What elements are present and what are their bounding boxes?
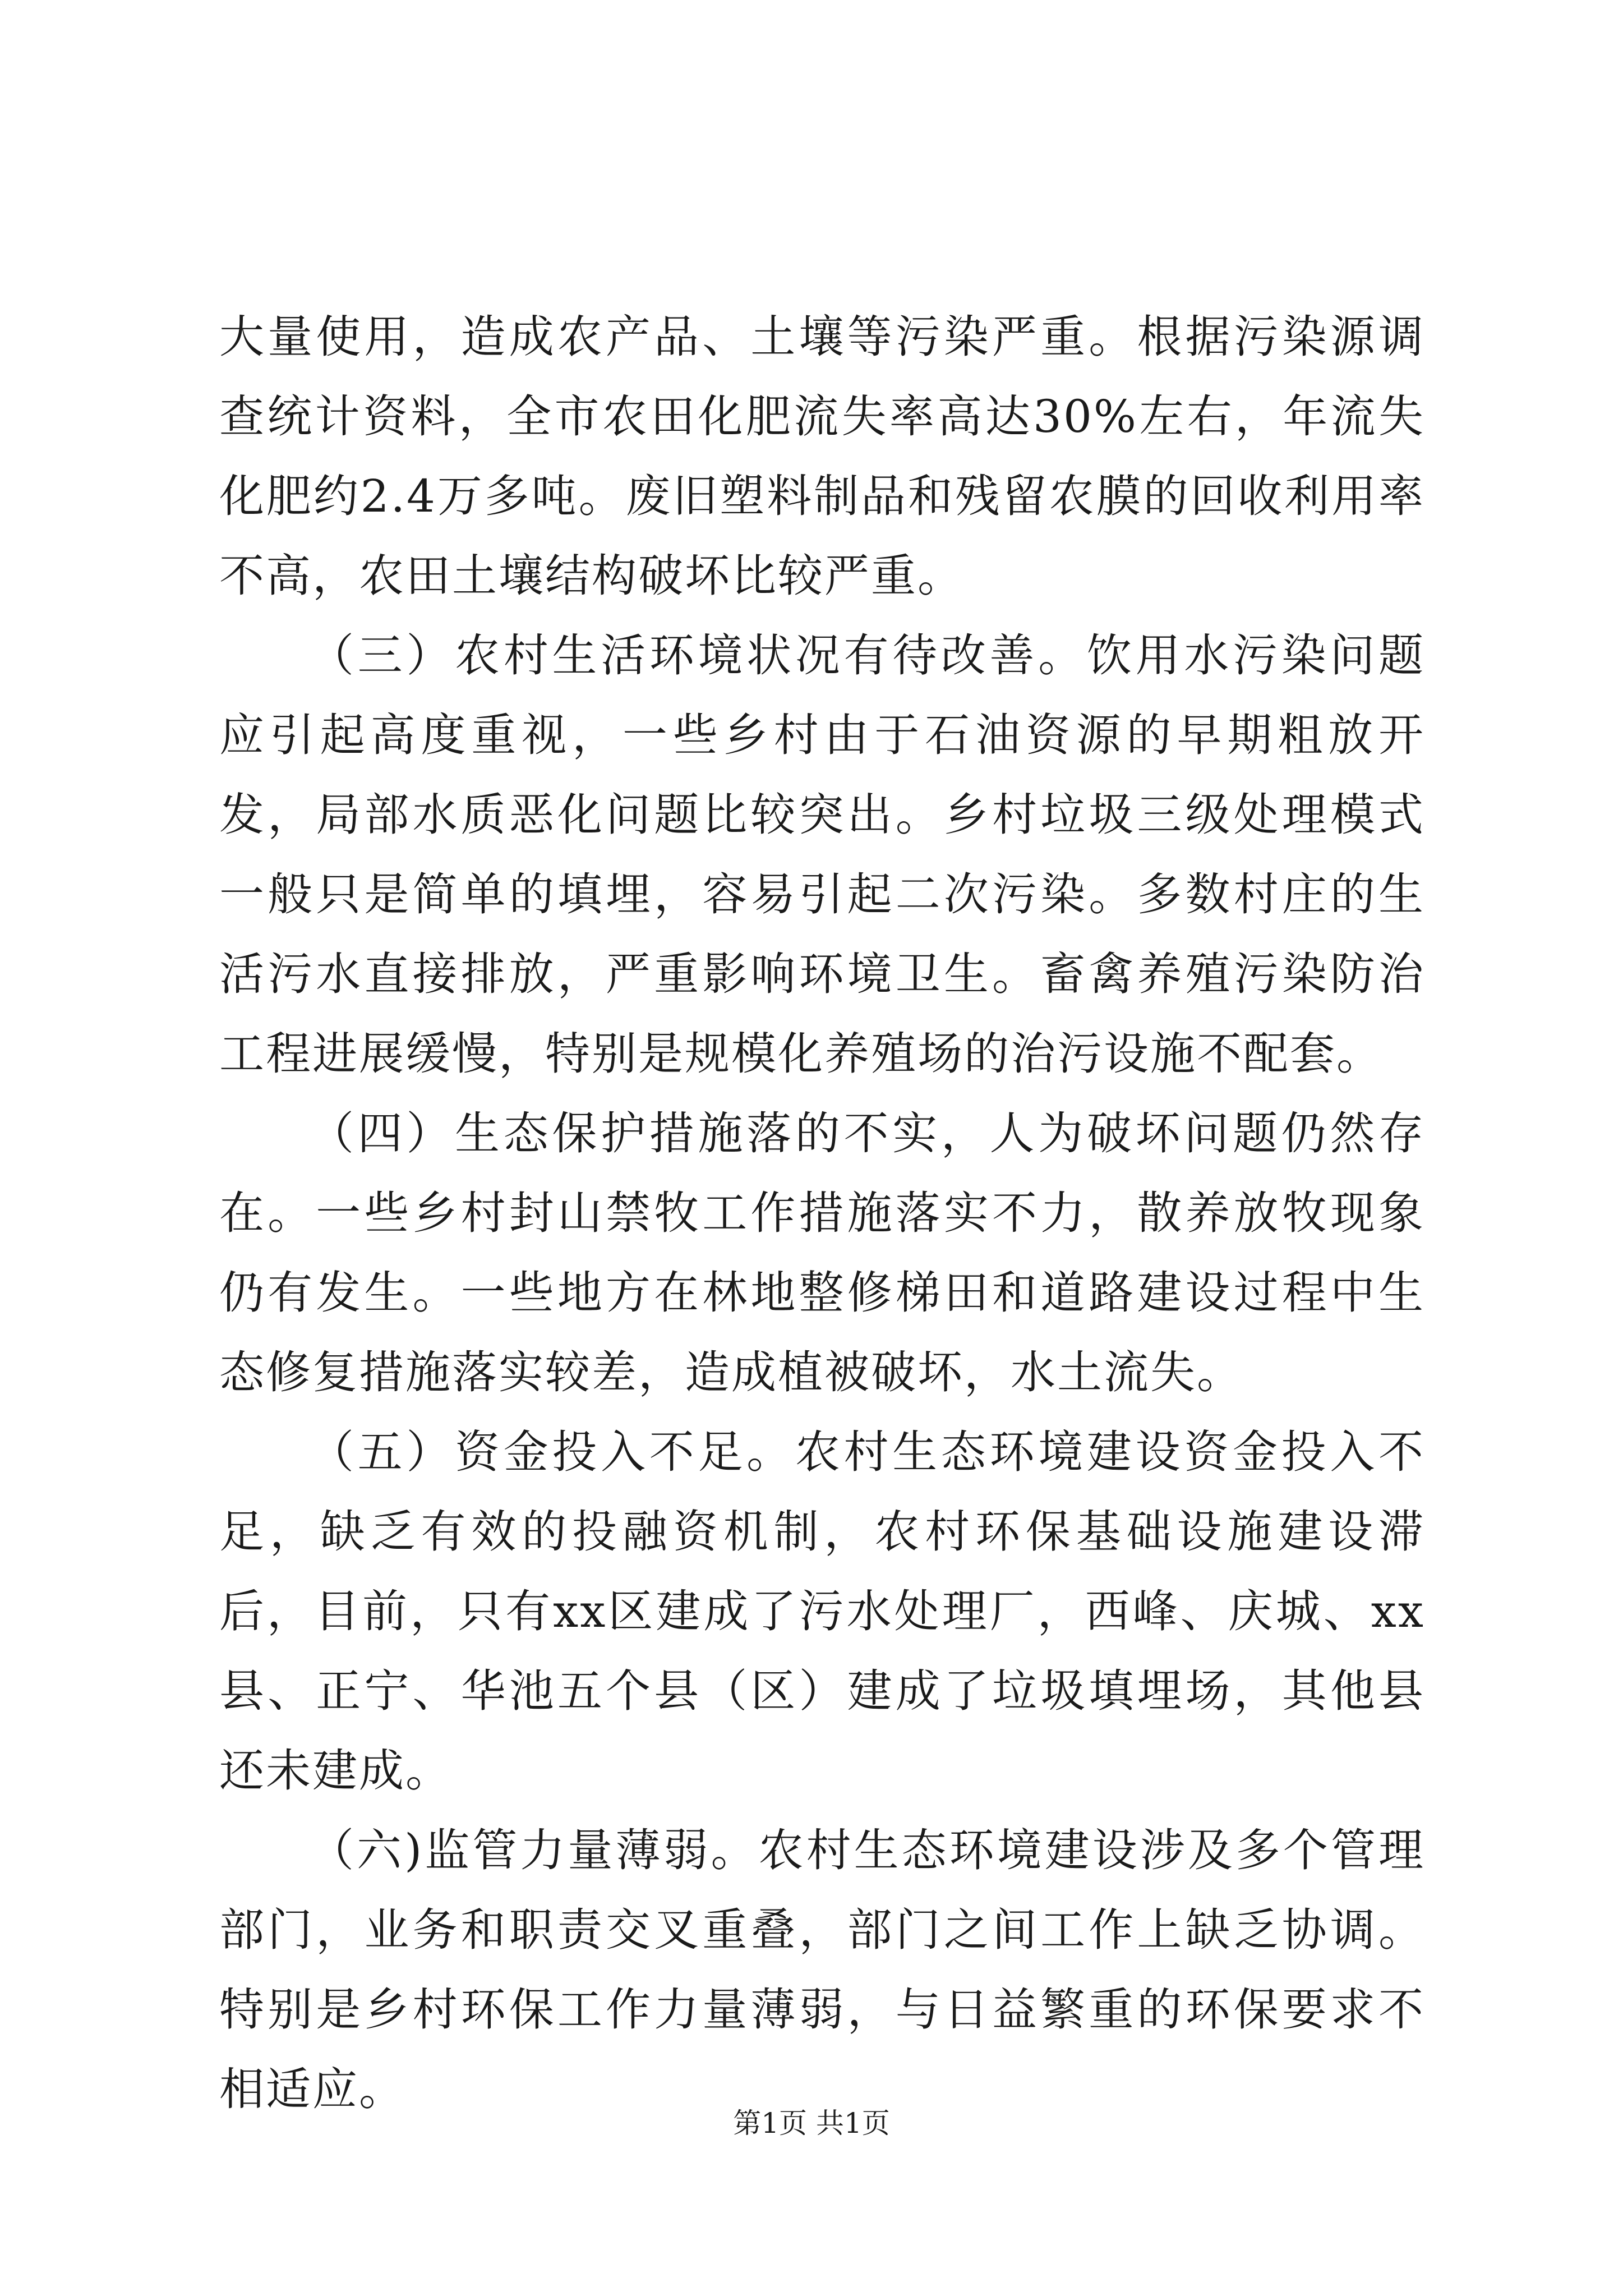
document-body bbox=[219, 297, 1425, 2129]
paragraph-continuation: 大量使用，造成农产品、土壤等污染严重。根据污染源调查统计资料，全市农田化肥流失率高达30%左右，年流失化肥约2.4万多吨。废旧塑料制品和残留农膜的回收利用率不高，农田土壤结构破坏比较严重。 bbox=[219, 311, 1425, 602]
paragraph-section-five: （五）资金投入不足。农村生态环境建设资金投入不足，缺乏有效的投融资机制，农村环保基础设施建设滞后，目前，只有xx区建成了污水处理厂，西峰、庆城、xx县、正宁、华池五个县（区）建成了垃圾填埋场，其他县还未建成。 bbox=[219, 1426, 1425, 1797]
paragraph-section-four: （四）生态保护措施落的不实，人为破坏问题仍然存在。一些乡村封山禁牧工作措施落实不力，散养放牧现象仍有发生。一些地方在林地整修梯田和道路建设过程中生态修复措施落实较差，造成植被破坏，水土流失。 bbox=[219, 1107, 1425, 1398]
page-footer: 第1页 共1页 bbox=[733, 2107, 890, 2139]
paragraph-section-three: （三）农村生活环境状况有待改善。饮用水污染问题应引起高度重视，一些乡村由于石油资源的早期粗放开发，局部水质恶化问题比较突出。乡村垃圾三级处理模式一般只是简单的填埋，容易引起二次污染。多数村庄的生活污水直接排放，严重影响环境卫生。畜禽养殖污染防治工程进展缓慢，特别是规模化养殖场的治污设施不配套。 bbox=[219, 629, 1425, 1080]
paragraph-section-six: （六)监管力量薄弱。农村生态环境建设涉及多个管理部门，业务和职责交叉重叠，部门之间工作上缺乏协调。特别是乡村环保工作力量薄弱，与日益繁重的环保要求不相适应。 bbox=[219, 1824, 1425, 2115]
